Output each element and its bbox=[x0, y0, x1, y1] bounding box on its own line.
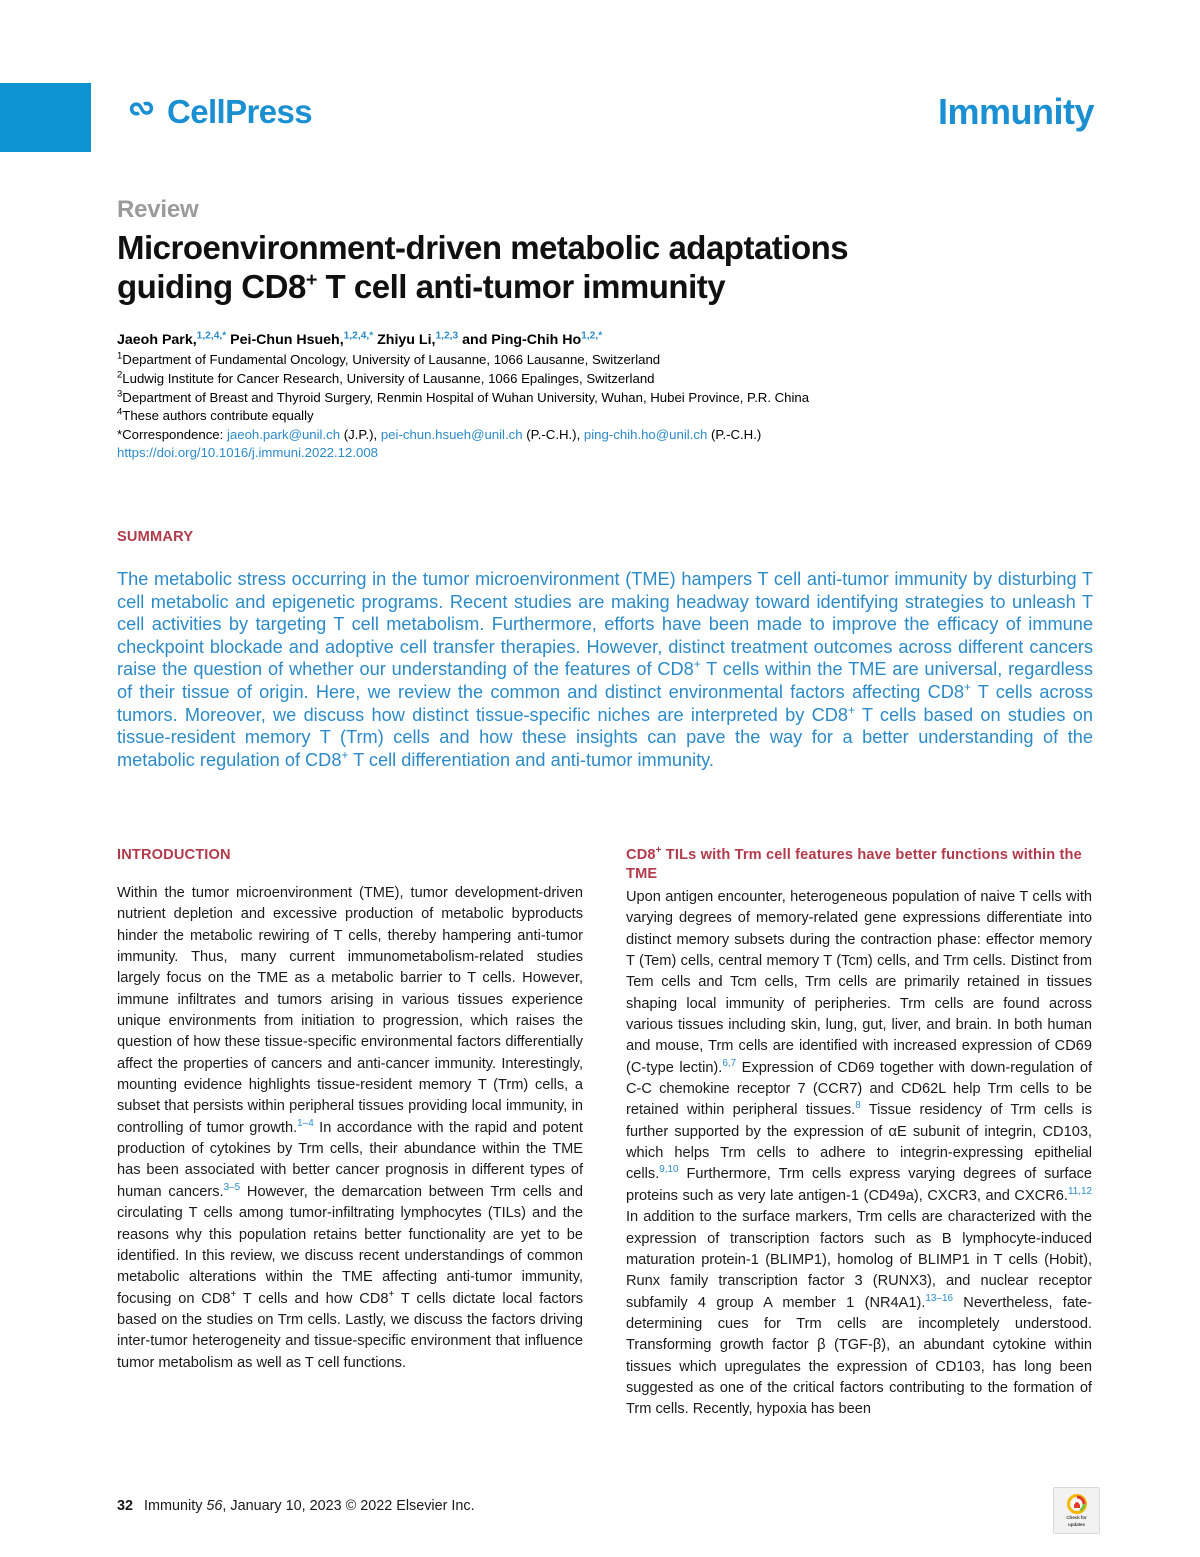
paragraph-part: T cells dictate local factors based on the studies on Trm cells. Lastly, we discuss the factors driving inter-tumor heterogeneity and tissue-specific environment that influence tumor metabolism as well as T cell functions. bbox=[117, 1290, 583, 1371]
summary-superscript: + bbox=[963, 679, 971, 694]
citation-ref[interactable]: 3–5 bbox=[223, 1181, 241, 1193]
correspondence-email-link[interactable]: ping-chih.ho@unil.ch bbox=[583, 426, 708, 442]
paragraph-superscript: + bbox=[388, 1288, 395, 1300]
title-area bbox=[117, 196, 1085, 307]
author-byline bbox=[117, 331, 1097, 349]
citation-ref[interactable]: 9,10 bbox=[659, 1164, 679, 1176]
citation-ref[interactable]: 1–4 bbox=[297, 1117, 314, 1129]
paragraph-part: Expression of CD69 together with down-regulation of C-C chemokine receptor 7 (CCR7) and CD62L help Trm cells to be retained within peripheral tissues. bbox=[626, 1059, 1092, 1119]
author-affiliation-ref: 1,2,4,* bbox=[343, 330, 374, 342]
cellpress-wordmark: CellPress bbox=[167, 93, 313, 130]
affiliation-marker: 3 bbox=[117, 388, 123, 400]
footer-volume: 56 bbox=[206, 1498, 223, 1514]
summary-part: The metabolic stress occurring in the tumor microenvironment (TME) hampers T cell anti-tumor immunity by disturbing T cell metabolic and epigenetic programs. Recent studies are making headway toward identifying strategies to unleash T cell activities by targeting T cell metabolism. Furthermore, efforts have been made to improve the efficacy of immune checkpoint blockade and adoptive cell transfer therapies. However, distinct treatment outcomes across different cancers raise the question of whether our understanding of the features of CD8 bbox=[117, 569, 1093, 680]
paragraph-part: T cells and how CD8 bbox=[236, 1290, 389, 1307]
cellpress-infinity-icon bbox=[128, 97, 158, 127]
author-name: Jaeoh Park, bbox=[117, 332, 197, 348]
paragraph-part: However, the demarcation between Trm cells and circulating T cells among tumor-infiltrating lymphocytes (TILs) and the reasons why this population retains better functionality are yet to be identified. In this review, we discuss recent understandings of common metabolic alterations within the TME affecting anti-tumor immunity, focusing on CD8 bbox=[117, 1183, 583, 1307]
correspondence-line bbox=[117, 426, 1097, 445]
page-footer bbox=[117, 1498, 475, 1514]
correspondence-email-link[interactable]: pei-chun.hsueh@unil.ch bbox=[380, 426, 523, 442]
paragraph-part: In addition to the surface markers, Trm cells are characterized with the expression of transcription factors such as B lymphocyte-induced maturation protein-1 (BLIMP1), homolog of BLIMP1 in T cells (Hobit), Runx family transcription factor 3 (RUNX3), and nuclear receptor subfamily 4 group A member 1 (NR4A1). bbox=[626, 1209, 1092, 1311]
paragraph-part: Tissue residency of Trm cells is further supported by the expression of αE subunit of integrin, CD103, which helps Trm cells to adhere to integrin-expressing epithelial cells. bbox=[626, 1102, 1093, 1183]
heading-superscript: + bbox=[655, 845, 662, 857]
affiliation-text: These authors contribute equally bbox=[122, 408, 314, 424]
summary-part: T cells within the TME are universal, regardless of their tissue of origin. Here, we review the common and distinct environmental factors affecting CD8 bbox=[117, 659, 1093, 702]
summary-part: T cell differentiation and anti-tumor immunity. bbox=[348, 749, 714, 770]
correspondence-email-link[interactable]: jaeoh.park@unil.ch bbox=[226, 426, 341, 442]
correspondence-label: *Correspondence: bbox=[117, 426, 224, 442]
summary-part: T cells across tumors. Moreover, we discuss how distinct tissue-specific niches are interpreted by CD8 bbox=[117, 681, 1093, 725]
brand-color-block bbox=[0, 83, 91, 152]
crossmark-badge[interactable] bbox=[1053, 1487, 1100, 1534]
paragraph-part: In accordance with the rapid and potent production of cytokines by Trm cells, their abundance within the TME has been associated with better cancer prognosis in different types of human cancers. bbox=[117, 1119, 583, 1200]
authors-block bbox=[117, 331, 1097, 463]
affiliation-item bbox=[117, 351, 1097, 370]
affiliation-item bbox=[117, 407, 1097, 426]
heading-part: TILs with Trm cell features have better functions within the TME bbox=[626, 847, 1082, 882]
paragraph-part: Upon antigen encounter, heterogeneous population of naive T cells with varying degrees of memory-related gene expressions differentiate into distinct memory subsets during the contraction phase: effector memory T (Tem) cells, central memory T (Tcm) cells, and Trm cells. Distinct from Tem cells and Tcm cells, Trm cells are primarily retained in tissues shaping local immunity of peripheries. Trm cells are found across various tissues including skin, lung, gut, liver, and brain. In both human and mouse, Trm cells are identified with increased expression of CD69 (C-type lectin). bbox=[626, 889, 1092, 1076]
correspondence-initials: (P.-C.H.), bbox=[526, 426, 581, 442]
doi-line bbox=[117, 444, 1097, 463]
introduction-paragraph bbox=[117, 883, 583, 1374]
author-name: Pei-Chun Hsueh, bbox=[226, 332, 344, 348]
summary-heading: SUMMARY bbox=[117, 529, 194, 545]
page-title bbox=[117, 229, 1085, 307]
paragraph-part: Within the tumor microenvironment (TME), tumor development-driven nutrient depletion and excessive production of metabolic byproducts hinder the metabolic rewiring of T cells, thereby hampering anti-tumor immunity. Thus, many current immunometabolism-related studies largely focus on the TME as a metabolic barrier to T cells. However, immune infiltrates and tumors arising in various tissues experience unique environments from initiation to progression, which raises the question of how these tissue-specific environmental factors differentially affect the properties of cancers and anti-cancer immunity. Interestingly, mounting evidence highlights tissue-resident memory T (Trm) cells, a subset that persists within peripheral tissues providing local immunity, in controlling of tumor growth. bbox=[117, 885, 583, 1136]
paragraph-part: Nevertheless, fate-determining cues for Trm cells are incompletely understood. Transforming growth factor β (TGF-β), an abundant cytokine within tissues which upregulates the expression of CD103, has long been suggested as one of the critical factors contributing to the formation of Trm cells. Recently, hypoxia has been bbox=[626, 1294, 1092, 1418]
author-affiliation-ref: 1,2,3 bbox=[435, 330, 459, 342]
title-superscript: + bbox=[305, 268, 317, 291]
author-name: Zhiyu Li, bbox=[373, 332, 436, 348]
correspondence-initials: (J.P.), bbox=[343, 426, 378, 442]
affiliation-text: Department of Breast and Thyroid Surgery, Renmin Hospital of Wuhan University, Wuhan, Hubei Province, P.R. China bbox=[122, 389, 810, 405]
citation-ref[interactable]: 6,7 bbox=[722, 1057, 737, 1069]
summary-part: T cells based on studies on tissue-resident memory T (Trm) cells and how these insights can pave the way for a better understanding of the metabolic regulation of CD8 bbox=[117, 704, 1093, 770]
crossmark-icon bbox=[1067, 1494, 1087, 1514]
footer-journal: Immunity bbox=[144, 1498, 203, 1514]
affiliation-marker: 2 bbox=[117, 369, 123, 381]
summary-superscript: + bbox=[693, 657, 701, 672]
citation-ref[interactable]: 13–16 bbox=[925, 1292, 953, 1304]
paragraph-part: Furthermore, Trm cells express varying degrees of surface proteins such as very late antigen-1 (CD49a), CXCR3, and CXCR6. bbox=[626, 1166, 1092, 1204]
page-header bbox=[0, 83, 1200, 153]
tils-paragraph bbox=[626, 887, 1092, 1421]
affiliation-item bbox=[117, 370, 1097, 389]
author-affiliation-ref: 1,2,4,* bbox=[196, 330, 227, 342]
summary-text bbox=[117, 568, 1093, 771]
crossmark-label-line1: Check for bbox=[1066, 1515, 1087, 1521]
correspondence-initials: (P.-C.H.) bbox=[710, 426, 762, 442]
title-line-2-post: T cell anti-tumor immunity bbox=[316, 267, 726, 305]
author-affiliation-ref: 1,2,* bbox=[581, 330, 603, 342]
author-name: and Ping-Chih Ho bbox=[458, 332, 582, 348]
title-line-2-pre: guiding CD8 bbox=[117, 267, 306, 305]
cellpress-logo[interactable] bbox=[128, 95, 312, 128]
section-heading-tils bbox=[626, 846, 1092, 884]
journal-title: Immunity bbox=[937, 91, 1094, 132]
crossmark-label-line2: updates bbox=[1068, 1521, 1085, 1527]
footer-citation-tail: , January 10, 2023 © 2022 Elsevier Inc. bbox=[222, 1498, 475, 1514]
affiliation-text: Department of Fundamental Oncology, University of Lausanne, 1066 Lausanne, Switzerland bbox=[122, 352, 661, 368]
affiliation-text: Ludwig Institute for Cancer Research, University of Lausanne, 1066 Epalinges, Switzerland bbox=[122, 371, 655, 386]
left-column bbox=[117, 846, 583, 1476]
doi-link[interactable]: https://doi.org/10.1016/j.immuni.2022.12.008 bbox=[117, 445, 378, 461]
citation-ref[interactable]: 8 bbox=[855, 1100, 861, 1112]
citation-ref[interactable]: 11,12 bbox=[1067, 1185, 1092, 1197]
section-heading-introduction: INTRODUCTION bbox=[117, 847, 231, 863]
affiliation-marker: 1 bbox=[117, 351, 123, 363]
title-line-1: Microenvironment-driven metabolic adaptations bbox=[117, 228, 849, 266]
summary-superscript: + bbox=[341, 747, 349, 762]
heading-part: CD8 bbox=[626, 847, 656, 863]
body-columns bbox=[117, 846, 1093, 1476]
page-number: 32 bbox=[117, 1498, 134, 1514]
affiliation-marker: 4 bbox=[117, 406, 123, 418]
right-column bbox=[626, 846, 1092, 1476]
summary-superscript: + bbox=[847, 702, 855, 717]
article-type-label: Review bbox=[117, 196, 199, 223]
paragraph-superscript: + bbox=[230, 1288, 237, 1300]
affiliation-item bbox=[117, 389, 1097, 408]
